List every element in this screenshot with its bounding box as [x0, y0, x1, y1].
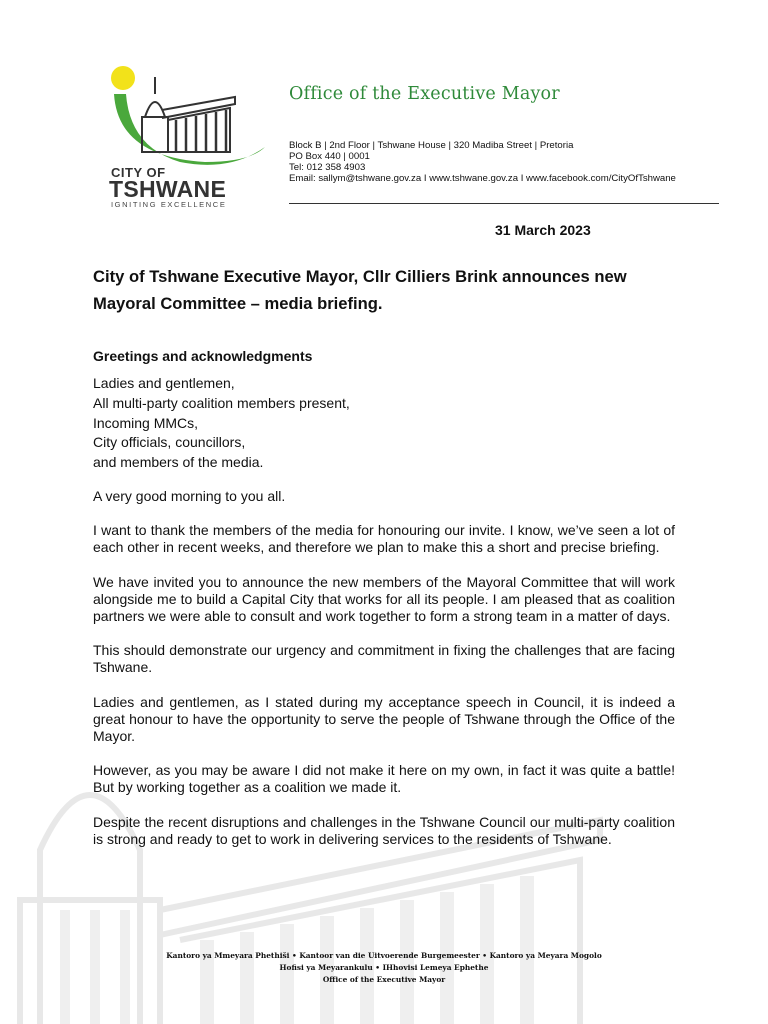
footer-line: Kantoro ya Mmeyara Phethiši • Kantoor van die Uitvoerende Burgemeester • Kantoro ya Meyara Mogolo [166, 951, 602, 960]
address-line: Block B | 2nd Floor | Tshwane House | 320 Madiba Street | Pretoria [289, 140, 574, 151]
building-icon [142, 77, 235, 152]
telephone-line: Tel: 012 358 4903 [289, 162, 366, 173]
po-box-line: PO Box 440 | 0001 [289, 151, 370, 162]
city-of-tshwane-logo [100, 62, 270, 214]
paragraph: I want to thank the members of the media for honouring our invite. I know, we’ve seen a lot of each other in recent weeks, and therefore we plan to make this a short and precise briefing. [93, 522, 675, 556]
footer-line: Hofisi ya Meyarankulu • IHhovisi Lemeya Ephethe [279, 963, 489, 972]
paragraph: We have invited you to announce the new members of the Mayoral Committee that will work alongside me to build a Capital City that works for all its people. I am pleased that as coalition partners we were able to consult and work together to form a strong team in a matter of days. [93, 573, 675, 625]
logo-city-of: CITY OF [111, 165, 166, 180]
greeting-line: City officials, councillors, [93, 434, 246, 451]
speech-body [93, 488, 675, 865]
header-divider [289, 203, 719, 204]
paragraph: Despite the recent disruptions and challenges in the Tshwane Council our multi-party coalition is strong and ready to get to work in delivering services to the residents of Tshwane. [93, 813, 675, 847]
email-web-line: Email: sallym@tshwane.gov.za I www.tshwane.gov.za I www.facebook.com/CityOfTshwane [289, 173, 676, 184]
paragraph: Ladies and gentlemen, as I stated during my acceptance speech in Council, it is indeed a great honour to have the opportunity to serve the people of Tshwane through the Office of the Mayor. [93, 693, 675, 745]
office-title: Office of the Executive Mayor [289, 84, 560, 104]
footer [0, 950, 768, 986]
paragraph: A very good morning to you all. [93, 488, 286, 504]
sun-icon [111, 66, 135, 90]
paragraph: This should demonstrate our urgency and commitment in fixing the challenges that are facing Tshwane. [93, 642, 675, 676]
address-block [289, 140, 676, 184]
greeting-line: Ladies and gentlemen, [93, 375, 235, 391]
document-date: 31 March 2023 [495, 222, 591, 238]
headline: City of Tshwane Executive Mayor, Cllr Cilliers Brink announces new Mayoral Committee – media briefing. [93, 267, 627, 313]
logo-tagline: IGNITING EXCELLENCE [111, 200, 227, 209]
logo-tshwane: TSHWANE [109, 176, 227, 202]
greeting-line: and members of the media. [93, 454, 264, 471]
greeting-line: Incoming MMCs, [93, 414, 199, 431]
greetings-list [93, 374, 350, 473]
paragraph: However, as you may be aware I did not make it here on my own, in fact it was quite a battle! But by working together as a coalition we made it. [93, 762, 675, 796]
greetings-heading: Greetings and acknowledgments [93, 348, 313, 364]
greeting-line: All multi-party coalition members present, [93, 394, 350, 411]
footer-line: Office of the Executive Mayor [322, 975, 446, 984]
